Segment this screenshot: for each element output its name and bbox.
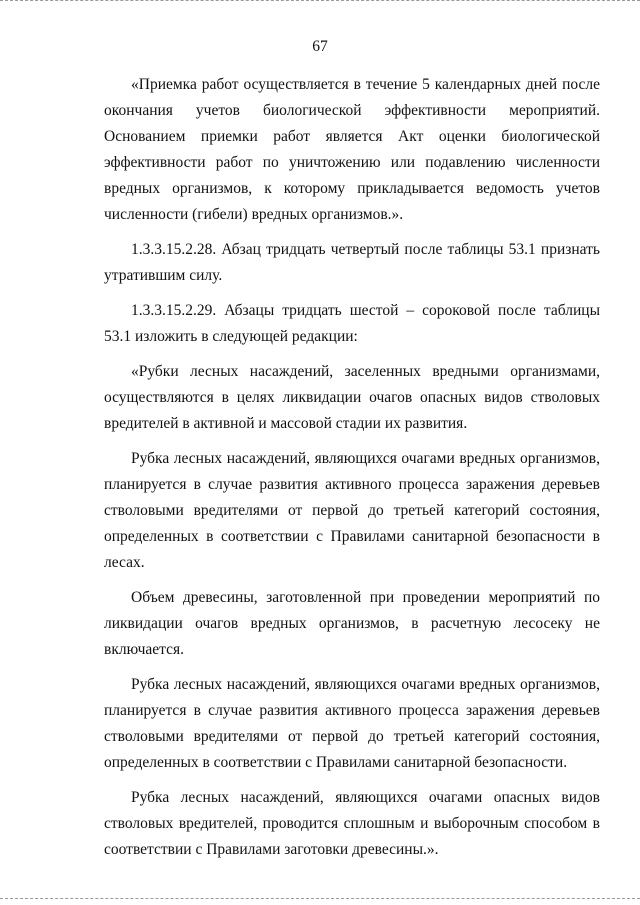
scan-bottom-edge — [0, 898, 640, 899]
paragraph-timber-volume: Объем древесины, заготовленной при проведении мероприятий по ликвидации очагов вредных организмов, в расчетную лесосеку не включается. — [104, 589, 600, 658]
paragraph-1-3-3-15-2-29: 1.3.3.15.2.29. Абзацы тридцать шестой – сороковой после таблицы 53.1 изложить в следующей редакции: — [104, 302, 600, 345]
paragraph-felling-method: Рубка лесных насаждений, являющихся очагами опасных видов стволовых вредителей, проводится сплошным и выборочным способом в соответствии с Правилами заготовки древесины.». — [104, 789, 600, 858]
paragraph-acceptance: «Приемка работ осуществляется в течение 5 календарных дней после окончания учетов биологической эффективности мероприятий. Основанием приемки работ является Акт оценки биологической эффективности работ по уничтожению или подавлению численности вредных организмов, к которому прикладывается ведомость учетов численности (гибели) вредных организмов.». — [104, 76, 600, 223]
page-number: 67 — [312, 38, 328, 55]
paragraph-felling-planning-1: Рубка лесных насаждений, являющихся очагами вредных организмов, планируется в случае развития активного процесса заражения деревьев стволовыми вредителями от первой до третьей категорий состояния, определенных в соответствии с Правилами санитарной безопасности в лесах. — [104, 450, 600, 571]
document-body — [104, 72, 600, 872]
paragraph-felling-planning-2: Рубка лесных насаждений, являющихся очагами вредных организмов, планируется в случае развития активного процесса заражения деревьев стволовыми вредителями от первой до третьей категорий состояния, определенных в соответствии с Правилами санитарной безопасности. — [104, 676, 600, 771]
paragraph-1-3-3-15-2-28: 1.3.3.15.2.28. Абзац тридцать четвертый после таблицы 53.1 признать утратившим силу. — [104, 241, 600, 284]
paragraph-felling-purpose: «Рубки лесных насаждений, заселенных вредными организмами, осуществляются в целях ликвидации очагов опасных видов стволовых вредителей в активной и массовой стадии их развития. — [104, 363, 600, 432]
scan-top-edge — [0, 0, 640, 1]
